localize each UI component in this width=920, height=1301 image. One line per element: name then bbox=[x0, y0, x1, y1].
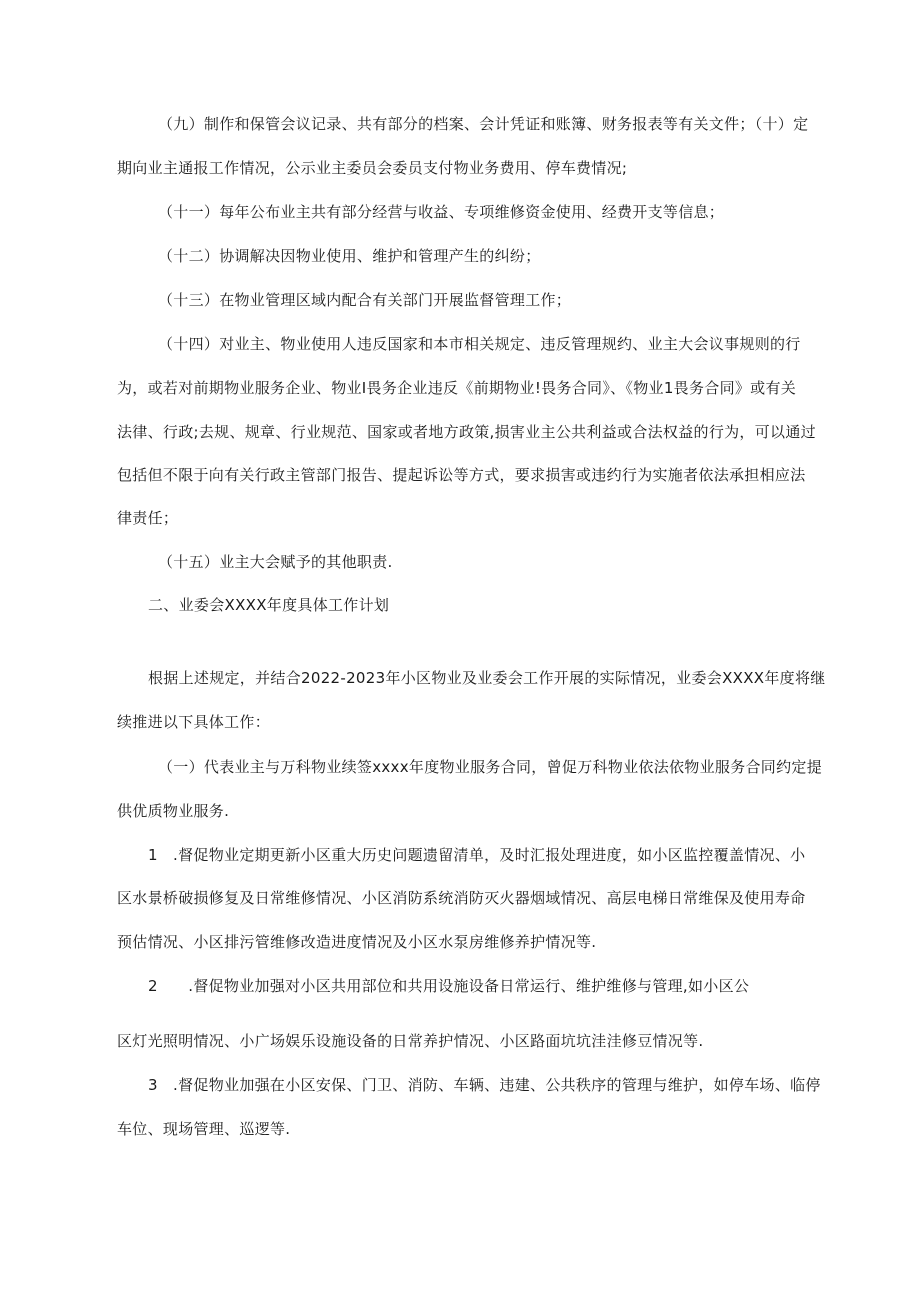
text-line: 区水景桥破损修复及日常维修情况、小区消防系统消防灭火器烟域情况、高层电梯日常维保及使用寿命 bbox=[117, 889, 806, 907]
text-line: （十三）在物业管理区域内配合有关部门开展监督管理工作； bbox=[158, 291, 572, 309]
text-line: （九）制作和保管会议记录、共有部分的档案、会计凭证和账簿、财务报表等有关文件；（十）定 bbox=[158, 115, 809, 133]
text-line: 1 .督促物业定期更新小区重大历史问题遗留清单，及时汇报处理进度，如小区监控覆盖情况、小 bbox=[148, 846, 806, 864]
text-line: 预估情况、小区排污管维修改造进度情况及小区水泵房维修养护情况等. bbox=[117, 933, 597, 951]
text-line: 期向业主通报工作情况，公示业主委员会委员支付物业务费用、停车费情况; bbox=[117, 159, 628, 177]
text-line: 供优质物业服务. bbox=[117, 802, 230, 820]
text-line: （一）代表业主与万科物业续签xxxx年度物业服务合同，曾促万科物业依法依物业服务合同约定提 bbox=[158, 758, 823, 776]
text-line: 车位、现场管理、巡逻等. bbox=[117, 1120, 291, 1138]
text-line: 为，或若对前期物业服务企业、物业I畏务企业违反《前期物业!畏务合同》、《物业1畏务合同》或有关 bbox=[117, 379, 797, 397]
text-line: （十四）对业主、物业使用人违反国家和本市相关规定、违反管理规约、业主大会议事规则的行 bbox=[158, 335, 801, 353]
text-line: 法律、行政;去规、规章、行业规范、国家或者地方政策,损害业主公共利益或合法权益的行为，可以通过 bbox=[117, 423, 816, 441]
text-line: 3 .督促物业加强在小区安保、门卫、消防、车辆、违建、公共秩序的管理与维护，如停车场、临停 bbox=[148, 1076, 821, 1094]
section-heading: 二、业委会XXXX年度具体工作计划 bbox=[148, 596, 390, 614]
text-line: （十五）业主大会赋予的其他职责. bbox=[158, 553, 393, 571]
text-line: 根据上述规定，并结合2022-2023年小区物业及业委会工作开展的实际情况，业委会XXXX年度将继 bbox=[148, 669, 826, 687]
text-line: 律责任； bbox=[117, 509, 179, 527]
text-line: （十二）协调解决因物业使用、维护和管理产生的纠纷； bbox=[158, 247, 541, 265]
text-line: 包括但不限于向有关行政主管部门报告、提起诉讼等方式，要求损害或违约行为实施者依法承担相应法 bbox=[117, 466, 806, 484]
text-line: 区灯光照明情况、小广场娱乐设施设备的日常养护情况、小区路面坑坑洼洼修豆情况等. bbox=[117, 1032, 704, 1050]
text-line: （十一）每年公布业主共有部分经营与收益、专项维修资金使用、经费开支等信息； bbox=[158, 203, 725, 221]
text-line: 续推进以下具体工作： bbox=[117, 713, 271, 731]
text-line: 2 .督促物业加强对小区共用部位和共用设施设备日常运行、维护维修与管理,如小区公 bbox=[148, 977, 750, 995]
